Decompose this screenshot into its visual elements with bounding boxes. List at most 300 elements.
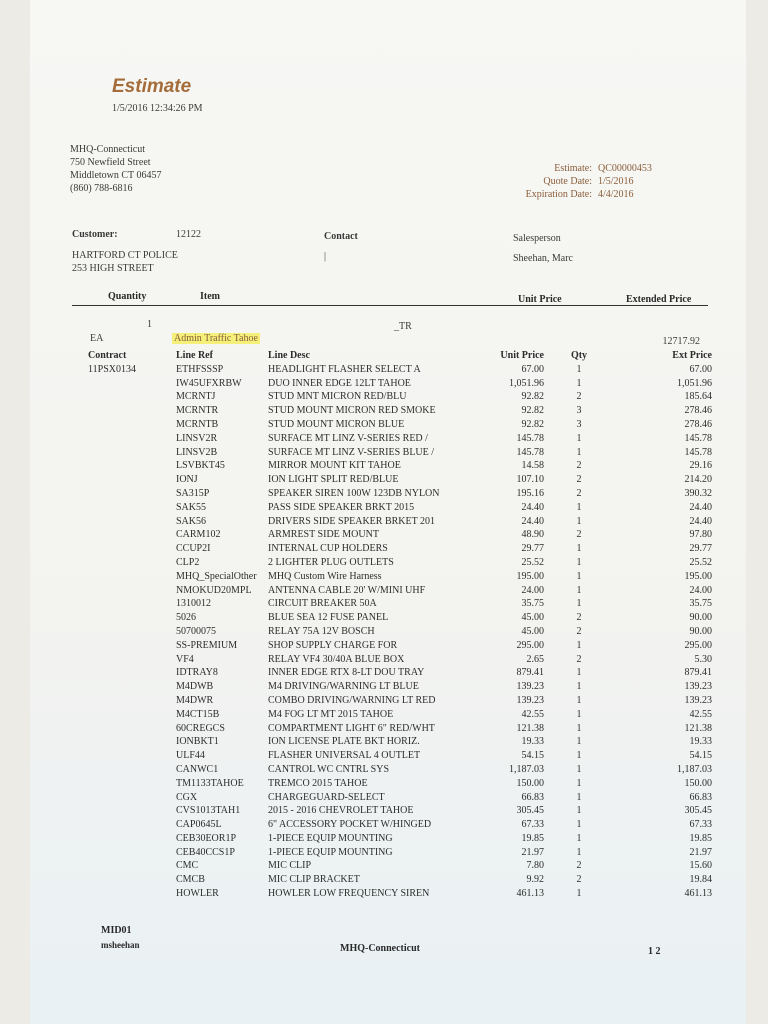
line-item-row	[72, 653, 712, 667]
line-unit-price: 295.00	[516, 639, 544, 651]
line-desc: ION LICENSE PLATE BKT HORIZ.	[268, 736, 420, 748]
line-contract	[72, 708, 172, 722]
line-contract	[72, 390, 172, 404]
line-contract	[72, 749, 172, 763]
line-contract	[72, 611, 172, 625]
line-unit-price: 29.77	[521, 543, 544, 555]
line-ref: SAK55	[176, 501, 207, 513]
line-ref: M4DWR	[176, 694, 214, 706]
line-qty: 1	[576, 819, 582, 831]
line-item-row	[72, 749, 712, 763]
line-qty: 2	[576, 625, 582, 637]
line-desc: SURFACE MT LINZ V-SERIES BLUE /	[268, 446, 435, 458]
line-unit-price: 107.10	[516, 474, 544, 486]
line-ref: ETHFSSSP	[176, 363, 224, 375]
line-qty: 2	[576, 474, 582, 486]
line-desc: 1-PIECE EQUIP MOUNTING	[268, 846, 393, 858]
line-ext-price: 139.23	[684, 694, 712, 706]
line-ref: MHQ_SpecialOther	[176, 570, 257, 582]
line-ext-price: 24.40	[689, 515, 712, 527]
line-contract	[72, 666, 172, 680]
line-unit-price: 139.23	[516, 694, 544, 706]
customer-address: 253 HIGH STREET	[72, 263, 154, 274]
line-desc: CIRCUIT BREAKER 50A	[268, 598, 377, 610]
line-qty: 1	[576, 570, 582, 582]
line-desc: INNER EDGE RTX 8-LT DOU TRAY	[268, 667, 425, 679]
line-unit-price: 45.00	[521, 612, 544, 624]
line-item-row	[72, 363, 712, 377]
line-ref: CANWC1	[176, 763, 219, 775]
line-item-row	[72, 584, 712, 598]
line-contract	[72, 846, 172, 860]
line-ref: CMCB	[176, 874, 205, 886]
line-item-row	[72, 859, 712, 873]
line-desc: ARMREST SIDE MOUNT	[268, 529, 379, 541]
line-item-row	[72, 542, 712, 556]
line-ref: CVS1013TAH1	[176, 805, 241, 817]
line-contract	[72, 556, 172, 570]
customer-name: HARTFORD CT POLICE	[72, 250, 178, 261]
line-unit-price: 92.82	[521, 391, 544, 403]
line-header-contract: Contract	[88, 350, 127, 361]
line-contract	[72, 542, 172, 556]
line-qty: 1	[576, 750, 582, 762]
line-unit-price: 195.00	[516, 570, 544, 582]
col-item: Item	[200, 291, 220, 302]
line-desc: DUO INNER EDGE 12LT TAHOE	[268, 377, 411, 389]
line-item-row	[72, 763, 712, 777]
line-unit-price: 305.45	[516, 805, 544, 817]
line-qty: 1	[576, 598, 582, 610]
line-qty: 1	[576, 736, 582, 748]
line-desc: BLUE SEA 12 FUSE PANEL	[268, 612, 389, 624]
line-ext-price: 305.45	[684, 805, 712, 817]
line-desc: SPEAKER SIREN 100W 123DB NYLON	[268, 487, 440, 499]
line-item-row	[72, 873, 712, 887]
line-desc: STUD MOUNT MICRON BLUE	[268, 418, 405, 430]
line-unit-price: 66.83	[521, 791, 544, 803]
document-title: Estimate	[112, 76, 192, 97]
line-qty: 1	[576, 639, 582, 651]
quote-date-label: Quote Date:	[543, 176, 592, 187]
kit-code: _TR	[394, 321, 412, 332]
line-qty: 3	[576, 405, 582, 417]
line-ext-price: 278.46	[684, 405, 712, 417]
line-ref: M4CT15B	[176, 708, 220, 720]
line-ext-price: 29.16	[689, 460, 712, 472]
line-ext-price: 185.64	[684, 391, 712, 403]
line-ext-price: 15.60	[689, 860, 712, 872]
line-item-row	[72, 722, 712, 736]
line-item-row	[72, 818, 712, 832]
line-unit-price: 121.38	[516, 722, 544, 734]
line-item-row	[72, 515, 712, 529]
line-item-row	[72, 473, 712, 487]
line-contract	[72, 777, 172, 791]
line-ext-price: 121.38	[684, 722, 712, 734]
line-item-row	[72, 459, 712, 473]
line-ref: CARM102	[176, 529, 221, 541]
estimate-info	[440, 162, 660, 201]
footer-company: MHQ-Connecticut	[340, 943, 420, 954]
line-ref: LSVBKT45	[176, 460, 225, 472]
line-contract	[72, 680, 172, 694]
line-ref: VF4	[176, 653, 194, 665]
line-ref: HOWLER	[176, 888, 219, 900]
line-ref: 1310012	[176, 598, 211, 610]
line-desc: HOWLER LOW FREQUENCY SIREN	[268, 888, 430, 900]
kit-uom: EA	[90, 333, 104, 344]
line-qty: 1	[576, 777, 582, 789]
line-ref: IDTRAY8	[176, 667, 218, 679]
line-unit-price: 67.00	[521, 363, 544, 375]
line-qty: 2	[576, 612, 582, 624]
company-phone: (860) 788-6816	[70, 183, 133, 194]
line-unit-price: 42.55	[521, 708, 544, 720]
line-desc: 1-PIECE EQUIP MOUNTING	[268, 832, 393, 844]
line-desc: CANTROL WC CNTRL SYS	[268, 763, 390, 775]
line-ext-price: 24.00	[689, 584, 712, 596]
line-unit-price: 54.15	[521, 750, 544, 762]
line-desc: TREMCO 2015 TAHOE	[268, 777, 368, 789]
line-item-row	[72, 639, 712, 653]
line-item-row	[72, 887, 712, 901]
line-ref: 60CREGCS	[176, 722, 225, 734]
line-desc: SURFACE MT LINZ V-SERIES RED /	[268, 432, 428, 444]
line-unit-price: 48.90	[521, 529, 544, 541]
line-contract	[72, 584, 172, 598]
line-header-ref: Line Ref	[176, 350, 213, 361]
line-desc: INTERNAL CUP HOLDERS	[268, 543, 388, 555]
line-item-row	[72, 832, 712, 846]
line-qty: 1	[576, 832, 582, 844]
line-ref: CAP0645L	[176, 819, 222, 831]
line-item-row	[72, 597, 712, 611]
line-item-row	[72, 680, 712, 694]
line-qty: 1	[576, 888, 582, 900]
line-unit-price: 24.40	[521, 501, 544, 513]
line-qty: 1	[576, 763, 582, 775]
line-unit-price: 1,187.03	[509, 763, 544, 775]
line-unit-price: 150.00	[516, 777, 544, 789]
line-desc: CHARGEGUARD-SELECT	[268, 791, 385, 803]
line-contract	[72, 818, 172, 832]
line-ext-price: 390.32	[684, 487, 712, 499]
line-header-desc: Line Desc	[268, 350, 310, 361]
line-item-row	[72, 611, 712, 625]
line-qty: 1	[576, 556, 582, 568]
line-contract	[72, 501, 172, 515]
line-ext-price: 5.30	[694, 653, 712, 665]
line-qty: 2	[576, 487, 582, 499]
line-ref: CEB40CCS1P	[176, 846, 235, 858]
line-qty: 1	[576, 377, 582, 389]
line-qty: 2	[576, 529, 582, 541]
estimate-number: QC00000453	[598, 163, 652, 174]
line-qty: 1	[576, 446, 582, 458]
line-ref: IW45UFXRBW	[176, 377, 242, 389]
line-ext-price: 97.80	[689, 529, 712, 541]
col-extended-price: Extended Price	[626, 294, 692, 305]
line-item-row	[72, 432, 712, 446]
line-ref: IONBKT1	[176, 736, 219, 748]
line-ext-price: 19.84	[689, 874, 712, 886]
line-contract	[72, 791, 172, 805]
line-contract	[72, 528, 172, 542]
contact-value: |	[324, 251, 327, 262]
line-ext-price: 195.00	[684, 570, 712, 582]
company-address	[70, 143, 161, 195]
line-desc: SHOP SUPPLY CHARGE FOR	[268, 639, 398, 651]
line-ref: CLP2	[176, 556, 200, 568]
line-qty: 1	[576, 722, 582, 734]
expiration-date: 4/4/2016	[598, 189, 634, 200]
line-contract	[72, 432, 172, 446]
line-desc: HEADLIGHT FLASHER SELECT A	[268, 363, 421, 375]
line-qty: 1	[576, 708, 582, 720]
line-item-row	[72, 791, 712, 805]
line-ref: LINSV2R	[176, 432, 218, 444]
line-qty: 1	[576, 694, 582, 706]
line-contract	[72, 653, 172, 667]
line-contract	[72, 418, 172, 432]
line-unit-price: 145.78	[516, 432, 544, 444]
line-ref: LINSV2B	[176, 446, 218, 458]
line-desc: COMBO DRIVING/WARNING LT RED	[268, 694, 436, 706]
line-desc: M4 DRIVING/WARNING LT BLUE	[268, 681, 419, 693]
line-item-row	[72, 735, 712, 749]
line-qty: 1	[576, 846, 582, 858]
footer-code: MID01	[101, 925, 132, 936]
line-unit-price: 19.33	[521, 736, 544, 748]
line-item-row	[72, 377, 712, 391]
line-ext-price: 54.15	[689, 750, 712, 762]
line-header-row	[72, 349, 712, 363]
line-desc: M4 FOG LT MT 2015 TAHOE	[268, 708, 394, 720]
line-ext-price: 145.78	[684, 446, 712, 458]
line-item-row	[72, 694, 712, 708]
line-unit-price: 24.40	[521, 515, 544, 527]
line-ext-price: 24.40	[689, 501, 712, 513]
line-item-row	[72, 666, 712, 680]
line-item-row	[72, 804, 712, 818]
line-ref: CEB30EOR1P	[176, 832, 237, 844]
line-header-ext-price: Ext Price	[672, 350, 712, 361]
line-ext-price: 461.13	[684, 888, 712, 900]
line-ext-price: 214.20	[684, 474, 712, 486]
salesperson-label: Salesperson	[513, 233, 561, 244]
line-ext-price: 1,051.96	[677, 377, 712, 389]
line-desc: MIC CLIP BRACKET	[268, 874, 360, 886]
footer-user: msheehan	[101, 940, 140, 950]
line-contract	[72, 722, 172, 736]
footer-page: 1 2	[648, 946, 661, 957]
line-unit-price: 92.82	[521, 418, 544, 430]
line-qty: 1	[576, 681, 582, 693]
line-unit-price: 2.65	[526, 653, 544, 665]
line-ref: CGX	[176, 791, 198, 803]
line-items-table	[72, 349, 712, 901]
line-unit-price: 24.00	[521, 584, 544, 596]
line-ext-price: 278.46	[684, 418, 712, 430]
kit-name-text: Admin Traffic Tahoe	[174, 333, 258, 344]
line-contract	[72, 446, 172, 460]
line-contract	[72, 859, 172, 873]
line-desc: MHQ Custom Wire Harness	[268, 570, 382, 582]
line-contract	[72, 570, 172, 584]
line-unit-price: 92.82	[521, 405, 544, 417]
line-ext-price: 19.33	[689, 736, 712, 748]
line-contract	[72, 404, 172, 418]
line-desc: DRIVERS SIDE SPEAKER BRKET 201	[268, 515, 436, 527]
quote-date: 1/5/2016	[598, 176, 634, 187]
line-qty: 1	[576, 501, 582, 513]
line-ref: M4DWB	[176, 681, 214, 693]
line-desc: ANTENNA CABLE 20' W/MINI UHF	[268, 584, 426, 596]
company-city: Middletown CT 06457	[70, 170, 162, 181]
line-ext-price: 90.00	[689, 612, 712, 624]
line-ext-price: 19.85	[689, 832, 712, 844]
line-desc: RELAY 75A 12V BOSCH	[268, 625, 375, 637]
line-qty: 1	[576, 432, 582, 444]
line-qty: 1	[576, 515, 582, 527]
kit-name	[172, 333, 260, 344]
line-ref: IONJ	[176, 474, 198, 486]
line-ref: SS-PREMIUM	[176, 639, 238, 651]
line-desc: ION LIGHT SPLIT RED/BLUE	[268, 474, 399, 486]
line-ext-price: 150.00	[684, 777, 712, 789]
line-unit-price: 461.13	[516, 888, 544, 900]
line-unit-price: 145.78	[516, 446, 544, 458]
line-unit-price: 879.41	[516, 667, 544, 679]
customer-id: 12122	[176, 229, 201, 240]
line-ref: SA315P	[176, 487, 210, 499]
line-unit-price: 1,051.96	[509, 377, 544, 389]
line-ext-price: 67.33	[689, 819, 712, 831]
line-contract	[72, 873, 172, 887]
line-ref: MCRNTB	[176, 418, 219, 430]
line-header-qty: Qty	[570, 350, 588, 361]
line-qty: 1	[576, 791, 582, 803]
line-unit-price: 45.00	[521, 625, 544, 637]
line-ext-price: 29.77	[689, 543, 712, 555]
line-desc: 2015 - 2016 CHEVROLET TAHOE	[268, 805, 414, 817]
line-contract	[72, 515, 172, 529]
line-ref: ULF44	[176, 750, 205, 762]
line-ext-price: 21.97	[689, 846, 712, 858]
line-item-row	[72, 446, 712, 460]
line-item-row	[72, 708, 712, 722]
line-qty: 2	[576, 460, 582, 472]
line-contract	[72, 597, 172, 611]
line-item-row	[72, 625, 712, 639]
line-item-row	[72, 501, 712, 515]
salesperson-value: Sheehan, Marc	[513, 253, 573, 264]
line-qty: 2	[576, 874, 582, 886]
line-desc: STUD MOUNT MICRON RED SMOKE	[268, 405, 436, 417]
line-qty: 1	[576, 667, 582, 679]
customer-label: Customer:	[72, 229, 118, 240]
line-item-row	[72, 487, 712, 501]
line-ext-price: 67.00	[689, 363, 712, 375]
kit-quantity: 1	[147, 319, 152, 330]
line-qty: 2	[576, 391, 582, 403]
line-unit-price: 9.92	[526, 874, 544, 886]
line-contract	[72, 804, 172, 818]
line-contract	[72, 694, 172, 708]
line-qty: 1	[576, 363, 582, 375]
line-ext-price: 25.52	[689, 556, 712, 568]
line-desc: MIRROR MOUNT KIT TAHOE	[268, 460, 401, 472]
line-qty: 2	[576, 653, 582, 665]
line-item-row	[72, 846, 712, 860]
line-ref: CMC	[176, 860, 199, 872]
line-contract	[72, 887, 172, 901]
line-ext-price: 145.78	[684, 432, 712, 444]
line-desc: FLASHER UNIVERSAL 4 OUTLET	[268, 750, 421, 762]
line-contract	[72, 625, 172, 639]
line-ext-price: 66.83	[689, 791, 712, 803]
line-unit-price: 25.52	[521, 556, 544, 568]
line-ref: CCUP2I	[176, 543, 211, 555]
line-unit-price: 195.16	[516, 487, 544, 499]
line-unit-price: 67.33	[521, 819, 544, 831]
line-qty: 3	[576, 418, 582, 430]
line-qty: 1	[576, 584, 582, 596]
line-item-row	[72, 390, 712, 404]
line-contract	[72, 763, 172, 777]
line-item-row	[72, 404, 712, 418]
line-unit-price: 35.75	[521, 598, 544, 610]
line-ext-price: 139.23	[684, 681, 712, 693]
line-ref: MCRNTR	[176, 405, 219, 417]
kit-total: 12717.92	[662, 336, 700, 347]
line-contract: 11PSX0134	[88, 363, 136, 375]
line-ref: SAK56	[176, 515, 207, 527]
line-item-row	[72, 418, 712, 432]
print-datetime: 1/5/2016 12:34:26 PM	[112, 103, 203, 114]
line-desc: STUD MNT MICRON RED/BLU	[268, 391, 407, 403]
line-header-unit-price: Unit Price	[500, 350, 544, 361]
line-ext-price: 35.75	[689, 598, 712, 610]
line-item-row	[72, 556, 712, 570]
line-contract	[72, 473, 172, 487]
expiration-date-label: Expiration Date:	[525, 189, 592, 200]
line-contract	[72, 832, 172, 846]
line-ext-price: 295.00	[684, 639, 712, 651]
line-contract	[72, 377, 172, 391]
line-unit-price: 19.85	[521, 832, 544, 844]
line-desc: RELAY VF4 30/40A BLUE BOX	[268, 653, 405, 665]
col-unit-price: Unit Price	[518, 294, 562, 305]
line-item-row	[72, 528, 712, 542]
line-desc: COMPARTMENT LIGHT 6" RED/WHT	[268, 722, 435, 734]
line-contract	[72, 459, 172, 473]
line-qty: 1	[576, 805, 582, 817]
line-ext-price: 1,187.03	[677, 763, 712, 775]
line-desc: MIC CLIP	[268, 860, 312, 872]
header-divider	[72, 305, 708, 306]
line-qty: 1	[576, 543, 582, 555]
line-desc: 2 LIGHTER PLUG OUTLETS	[268, 556, 394, 568]
contact-label: Contact	[324, 231, 358, 242]
line-unit-price: 14.58	[521, 460, 544, 472]
company-name: MHQ-Connecticut	[70, 144, 145, 155]
line-ext-price: 879.41	[684, 667, 712, 679]
line-unit-price: 7.80	[526, 860, 544, 872]
line-unit-price: 139.23	[516, 681, 544, 693]
line-item-row	[72, 570, 712, 584]
